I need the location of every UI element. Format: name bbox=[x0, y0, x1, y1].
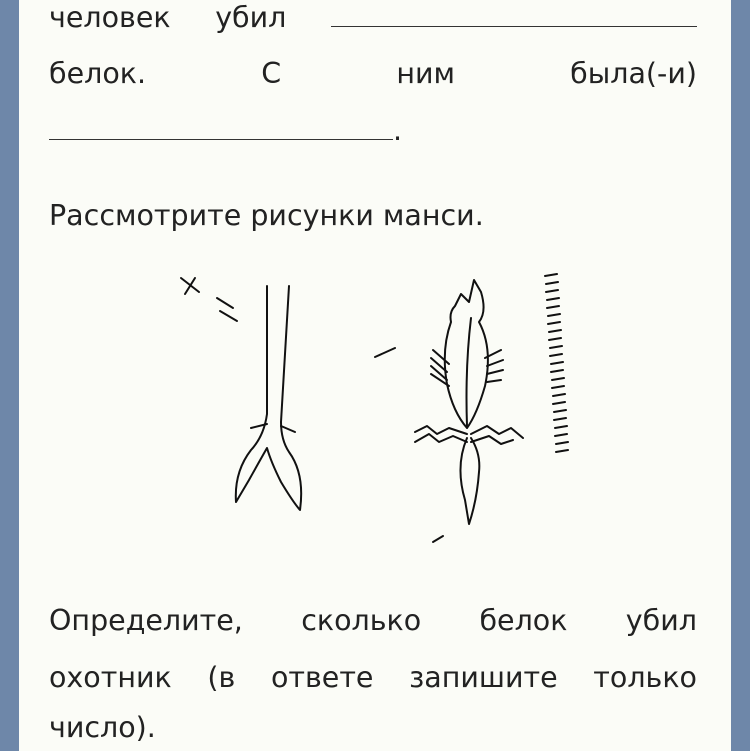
text-line-1 bbox=[49, 0, 697, 36]
word: С bbox=[261, 57, 282, 90]
text-line-3 bbox=[49, 113, 697, 149]
word: Определите, bbox=[49, 604, 243, 637]
tally-marks bbox=[545, 274, 568, 452]
word: только bbox=[593, 661, 697, 694]
word: убил bbox=[625, 604, 697, 637]
question-line-1 bbox=[49, 603, 697, 639]
word: белок bbox=[479, 604, 568, 637]
instruction-heading: Рассмотрите рисунки манси. bbox=[49, 199, 484, 232]
word: была(-и) bbox=[570, 57, 697, 90]
answer-blank-2[interactable] bbox=[49, 121, 393, 140]
text-line-2 bbox=[49, 56, 697, 92]
period: . bbox=[393, 114, 403, 147]
question-line-2 bbox=[49, 660, 697, 696]
mansi-drawings bbox=[19, 262, 731, 552]
word: запишите bbox=[409, 661, 558, 694]
word: убил bbox=[215, 1, 287, 34]
word: белок. bbox=[49, 57, 147, 90]
word: (в bbox=[207, 661, 236, 694]
word: ответе bbox=[270, 661, 374, 694]
squirrel-figure bbox=[375, 280, 523, 542]
hunter-figure bbox=[181, 278, 301, 510]
word: человек bbox=[49, 1, 171, 34]
document-page bbox=[19, 0, 731, 751]
answer-blank-1[interactable] bbox=[331, 8, 697, 27]
word: охотник bbox=[49, 661, 172, 694]
word: ним bbox=[396, 57, 455, 90]
word: сколько bbox=[301, 604, 422, 637]
question-line-3: число). bbox=[49, 711, 156, 744]
